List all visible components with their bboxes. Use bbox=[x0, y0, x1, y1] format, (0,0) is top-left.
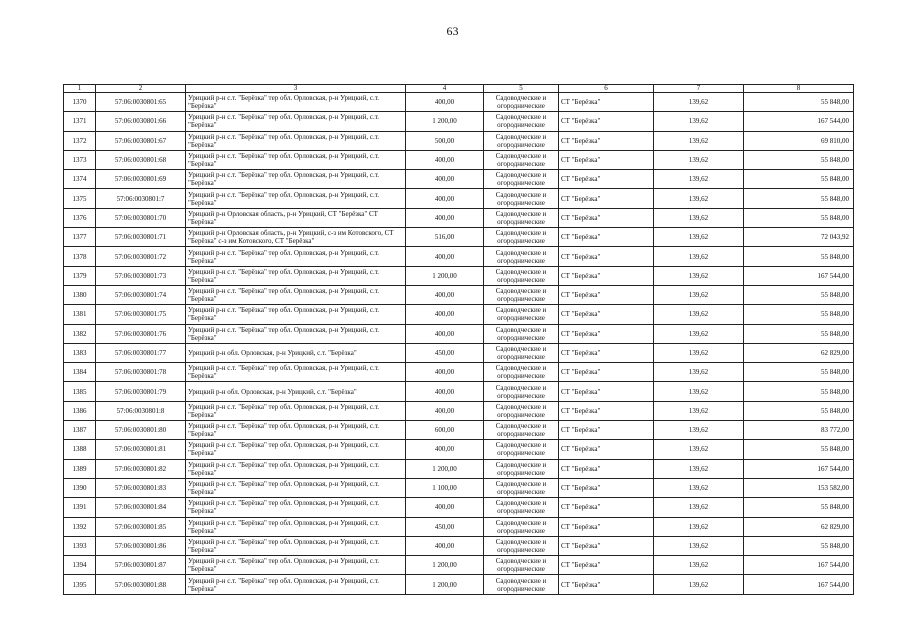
cadastral-value-cell: 55 848,00 bbox=[744, 498, 854, 517]
unit-price-cell: 139,62 bbox=[654, 285, 744, 304]
area-cell: 450,00 bbox=[406, 343, 484, 362]
row-number-cell: 1392 bbox=[64, 517, 96, 536]
table-row bbox=[64, 93, 854, 112]
table-row bbox=[64, 247, 854, 266]
cadastral-value-cell: 153 582,00 bbox=[744, 478, 854, 497]
cadastral-number-cell: 57:06:0030801:78 bbox=[96, 363, 186, 382]
table-row bbox=[64, 459, 854, 478]
row-number-cell: 1372 bbox=[64, 131, 96, 150]
address-cell: Урицкий р-н с.т. "Берёзка" тер обл. Орловская, р-н Урицкий, с.т. "Берёзка" bbox=[186, 324, 406, 343]
address-cell: Урицкий р-н с.т. "Берёзка" тер обл. Орловская, р-н Урицкий, с.т. "Берёзка" bbox=[186, 421, 406, 440]
organization-cell: СТ "Берёзка" bbox=[559, 112, 654, 131]
cadastral-value-cell: 55 848,00 bbox=[744, 324, 854, 343]
cadastral-number-cell: 57:06:0030801:84 bbox=[96, 498, 186, 517]
cadastral-number-cell: 57:06:0030801:87 bbox=[96, 556, 186, 575]
cadastral-number-cell: 57:06:0030801:82 bbox=[96, 459, 186, 478]
organization-cell: СТ "Берёзка" bbox=[559, 498, 654, 517]
row-number-cell: 1383 bbox=[64, 343, 96, 362]
cadastral-value-cell: 55 848,00 bbox=[744, 401, 854, 420]
table-row bbox=[64, 575, 854, 594]
organization-cell: СТ "Берёзка" bbox=[559, 189, 654, 208]
address-cell: Урицкий р-н с.т. "Берёзка" тер обл. Орловская, р-н Урицкий, с.т. "Берёзка" bbox=[186, 498, 406, 517]
organization-cell: СТ "Берёзка" bbox=[559, 285, 654, 304]
cadastral-number-cell: 57:06:0030801:81 bbox=[96, 440, 186, 459]
area-cell: 400,00 bbox=[406, 93, 484, 112]
row-number-cell: 1376 bbox=[64, 208, 96, 227]
unit-price-cell: 139,62 bbox=[654, 459, 744, 478]
cadastral-number-cell: 57:06:0030801:88 bbox=[96, 575, 186, 594]
cadastral-number-cell: 57:06:0030801:66 bbox=[96, 112, 186, 131]
page-number: 63 bbox=[446, 24, 459, 38]
row-number-cell: 1381 bbox=[64, 305, 96, 324]
col-header-4: 4 bbox=[406, 85, 484, 93]
cadastral-value-cell: 55 848,00 bbox=[744, 189, 854, 208]
table-row bbox=[64, 363, 854, 382]
organization-cell: СТ "Берёзка" bbox=[559, 305, 654, 324]
address-cell: Урицкий р-н с.т. "Берёзка" тер обл. Орловская, р-н Урицкий, с.т. "Берёзка" bbox=[186, 266, 406, 285]
land-use-cell: Садоводческие и огороднические bbox=[484, 247, 559, 266]
row-number-cell: 1379 bbox=[64, 266, 96, 285]
address-cell: Урицкий р-н с.т. "Берёзка" тер обл. Орловская, р-н Урицкий, с.т. "Берёзка" bbox=[186, 556, 406, 575]
table-row bbox=[64, 266, 854, 285]
address-cell: Урицкий р-н с.т. "Берёзка" тер обл. Орловская, р-н Урицкий, с.т. "Берёзка" bbox=[186, 112, 406, 131]
address-cell: Урицкий р-н с.т. "Берёзка" тер обл. Орловская, р-н Урицкий, с.т. "Берёзка" bbox=[186, 401, 406, 420]
area-cell: 400,00 bbox=[406, 305, 484, 324]
table-header bbox=[64, 85, 854, 93]
table-row bbox=[64, 382, 854, 401]
address-cell: Урицкий р-н с.т. "Берёзка" тер обл. Орловская, р-н Урицкий, с.т. "Берёзка" bbox=[186, 459, 406, 478]
organization-cell: СТ "Берёзка" bbox=[559, 517, 654, 536]
land-use-cell: Садоводческие и огороднические bbox=[484, 208, 559, 227]
table-row bbox=[64, 150, 854, 169]
table-row bbox=[64, 421, 854, 440]
organization-cell: СТ "Берёзка" bbox=[559, 421, 654, 440]
organization-cell: СТ "Берёзка" bbox=[559, 536, 654, 555]
table-row bbox=[64, 498, 854, 517]
area-cell: 400,00 bbox=[406, 324, 484, 343]
unit-price-cell: 139,62 bbox=[654, 247, 744, 266]
unit-price-cell: 139,62 bbox=[654, 556, 744, 575]
organization-cell: СТ "Берёзка" bbox=[559, 208, 654, 227]
table-row bbox=[64, 343, 854, 362]
organization-cell: СТ "Берёзка" bbox=[559, 324, 654, 343]
unit-price-cell: 139,62 bbox=[654, 131, 744, 150]
organization-cell: СТ "Берёзка" bbox=[559, 131, 654, 150]
cadastral-value-cell: 55 848,00 bbox=[744, 440, 854, 459]
area-cell: 400,00 bbox=[406, 285, 484, 304]
cadastral-value-cell: 69 810,00 bbox=[744, 131, 854, 150]
area-cell: 400,00 bbox=[406, 150, 484, 169]
area-cell: 450,00 bbox=[406, 517, 484, 536]
address-cell: Урицкий р-н с.т. "Берёзка" тер обл. Орловская, р-н Урицкий, с.т. "Берёзка" bbox=[186, 536, 406, 555]
area-cell: 516,00 bbox=[406, 228, 484, 247]
cadastral-value-cell: 72 043,92 bbox=[744, 228, 854, 247]
cadastral-number-cell: 57:06:0030801:83 bbox=[96, 478, 186, 497]
address-cell: Урицкий р-н Орловская область, р-н Урицкий, СТ "Берёзка" СТ "Берёзка" bbox=[186, 208, 406, 227]
cadastral-value-cell: 55 848,00 bbox=[744, 150, 854, 169]
address-cell: Урицкий р-н с.т. "Берёзка" тер обл. Орловская, р-н Урицкий, с.т. "Берёзка" bbox=[186, 440, 406, 459]
cadastral-value-cell: 167 544,00 bbox=[744, 112, 854, 131]
cadastral-number-cell: 57:06:0030801:75 bbox=[96, 305, 186, 324]
organization-cell: СТ "Берёзка" bbox=[559, 93, 654, 112]
unit-price-cell: 139,62 bbox=[654, 93, 744, 112]
cadastral-value-cell: 55 848,00 bbox=[744, 305, 854, 324]
col-header-2: 2 bbox=[96, 85, 186, 93]
table-body bbox=[64, 93, 854, 595]
row-number-cell: 1380 bbox=[64, 285, 96, 304]
land-use-cell: Садоводческие и огороднические bbox=[484, 498, 559, 517]
col-header-3: 3 bbox=[186, 85, 406, 93]
row-number-cell: 1390 bbox=[64, 478, 96, 497]
row-number-cell: 1388 bbox=[64, 440, 96, 459]
row-number-cell: 1374 bbox=[64, 170, 96, 189]
unit-price-cell: 139,62 bbox=[654, 189, 744, 208]
row-number-cell: 1391 bbox=[64, 498, 96, 517]
row-number-cell: 1386 bbox=[64, 401, 96, 420]
organization-cell: СТ "Берёзка" bbox=[559, 478, 654, 497]
cadastral-value-cell: 55 848,00 bbox=[744, 93, 854, 112]
row-number-cell: 1375 bbox=[64, 189, 96, 208]
land-use-cell: Садоводческие и огороднические bbox=[484, 382, 559, 401]
table-row bbox=[64, 440, 854, 459]
cadastral-number-cell: 57:06:0030801:67 bbox=[96, 131, 186, 150]
address-cell: Урицкий р-н с.т. "Берёзка" тер обл. Орловская, р-н Урицкий, с.т. "Берёзка" bbox=[186, 189, 406, 208]
land-use-cell: Садоводческие и огороднические bbox=[484, 170, 559, 189]
row-number-cell: 1384 bbox=[64, 363, 96, 382]
organization-cell: СТ "Берёзка" bbox=[559, 382, 654, 401]
area-cell: 400,00 bbox=[406, 363, 484, 382]
cadastral-value-cell: 55 848,00 bbox=[744, 208, 854, 227]
land-use-cell: Садоводческие и огороднические bbox=[484, 285, 559, 304]
address-cell: Урицкий р-н с.т. "Берёзка" тер обл. Орловская, р-н Урицкий, с.т. "Берёзка" bbox=[186, 517, 406, 536]
area-cell: 1 200,00 bbox=[406, 575, 484, 594]
unit-price-cell: 139,62 bbox=[654, 343, 744, 362]
table-row bbox=[64, 401, 854, 420]
row-number-cell: 1378 bbox=[64, 247, 96, 266]
table-row bbox=[64, 324, 854, 343]
organization-cell: СТ "Берёзка" bbox=[559, 170, 654, 189]
address-cell: Урицкий р-н с.т. "Берёзка" тер обл. Орловская, р-н Урицкий, с.т. "Берёзка" bbox=[186, 247, 406, 266]
table-row bbox=[64, 112, 854, 131]
land-use-cell: Садоводческие и огороднические bbox=[484, 421, 559, 440]
col-header-7: 7 bbox=[654, 85, 744, 93]
unit-price-cell: 139,62 bbox=[654, 208, 744, 227]
row-number-cell: 1395 bbox=[64, 575, 96, 594]
cadastral-number-cell: 57:06:0030801:79 bbox=[96, 382, 186, 401]
address-cell: Урицкий р-н обл. Орловская, р-н Урицкий, с.т. "Берёзка" bbox=[186, 382, 406, 401]
organization-cell: СТ "Берёзка" bbox=[559, 266, 654, 285]
organization-cell: СТ "Берёзка" bbox=[559, 343, 654, 362]
land-use-cell: Садоводческие и огороднические bbox=[484, 556, 559, 575]
land-use-cell: Садоводческие и огороднические bbox=[484, 536, 559, 555]
row-number-cell: 1370 bbox=[64, 93, 96, 112]
land-use-cell: Садоводческие и огороднические bbox=[484, 401, 559, 420]
area-cell: 400,00 bbox=[406, 498, 484, 517]
organization-cell: СТ "Берёзка" bbox=[559, 247, 654, 266]
row-number-cell: 1393 bbox=[64, 536, 96, 555]
cadastral-value-cell: 55 848,00 bbox=[744, 382, 854, 401]
cadastral-number-cell: 57:06:0030801:72 bbox=[96, 247, 186, 266]
land-use-cell: Садоводческие и огороднические bbox=[484, 228, 559, 247]
organization-cell: СТ "Берёзка" bbox=[559, 440, 654, 459]
unit-price-cell: 139,62 bbox=[654, 440, 744, 459]
row-number-cell: 1389 bbox=[64, 459, 96, 478]
cadastral-number-cell: 57:06:0030801:65 bbox=[96, 93, 186, 112]
col-header-6: 6 bbox=[559, 85, 654, 93]
area-cell: 1 200,00 bbox=[406, 459, 484, 478]
land-use-cell: Садоводческие и огороднические bbox=[484, 93, 559, 112]
area-cell: 400,00 bbox=[406, 208, 484, 227]
organization-cell: СТ "Берёзка" bbox=[559, 459, 654, 478]
area-cell: 400,00 bbox=[406, 440, 484, 459]
unit-price-cell: 139,62 bbox=[654, 382, 744, 401]
row-number-cell: 1382 bbox=[64, 324, 96, 343]
cadastral-value-cell: 167 544,00 bbox=[744, 459, 854, 478]
row-number-cell: 1385 bbox=[64, 382, 96, 401]
cadastral-value-cell: 55 848,00 bbox=[744, 285, 854, 304]
unit-price-cell: 139,62 bbox=[654, 478, 744, 497]
table-row bbox=[64, 285, 854, 304]
unit-price-cell: 139,62 bbox=[654, 401, 744, 420]
address-cell: Урицкий р-н обл. Орловская, р-н Урицкий, с.т. "Берёзка" bbox=[186, 343, 406, 362]
area-cell: 500,00 bbox=[406, 131, 484, 150]
table-row bbox=[64, 170, 854, 189]
area-cell: 1 100,00 bbox=[406, 478, 484, 497]
unit-price-cell: 139,62 bbox=[654, 363, 744, 382]
area-cell: 1 200,00 bbox=[406, 266, 484, 285]
row-number-cell: 1373 bbox=[64, 150, 96, 169]
cadastral-number-cell: 57:06:0030801:85 bbox=[96, 517, 186, 536]
unit-price-cell: 139,62 bbox=[654, 517, 744, 536]
table-row bbox=[64, 556, 854, 575]
cadastral-number-cell: 57:06:0030801:74 bbox=[96, 285, 186, 304]
cadastral-value-cell: 55 848,00 bbox=[744, 247, 854, 266]
land-use-cell: Садоводческие и огороднические bbox=[484, 363, 559, 382]
area-cell: 400,00 bbox=[406, 247, 484, 266]
table-row bbox=[64, 208, 854, 227]
col-header-5: 5 bbox=[484, 85, 559, 93]
land-use-cell: Садоводческие и огороднические bbox=[484, 189, 559, 208]
area-cell: 600,00 bbox=[406, 421, 484, 440]
col-header-8: 8 bbox=[744, 85, 854, 93]
land-use-cell: Садоводческие и огороднические bbox=[484, 131, 559, 150]
cadastral-value-cell: 167 544,00 bbox=[744, 556, 854, 575]
area-cell: 1 200,00 bbox=[406, 556, 484, 575]
land-use-cell: Садоводческие и огороднические bbox=[484, 112, 559, 131]
cadastral-number-cell: 57:06:0030801:77 bbox=[96, 343, 186, 362]
cadastral-number-cell: 57:06:0030801:69 bbox=[96, 170, 186, 189]
address-cell: Урицкий р-н с.т. "Берёзка" тер обл. Орловская, р-н Урицкий, с.т. "Берёзка" bbox=[186, 150, 406, 169]
organization-cell: СТ "Берёзка" bbox=[559, 575, 654, 594]
land-use-cell: Садоводческие и огороднические bbox=[484, 324, 559, 343]
address-cell: Урицкий р-н с.т. "Берёзка" тер обл. Орловская, р-н Урицкий, с.т. "Берёзка" bbox=[186, 93, 406, 112]
unit-price-cell: 139,62 bbox=[654, 170, 744, 189]
table-row bbox=[64, 131, 854, 150]
header-row bbox=[64, 85, 854, 93]
cadastral-value-cell: 167 544,00 bbox=[744, 266, 854, 285]
unit-price-cell: 139,62 bbox=[654, 112, 744, 131]
cadastral-number-cell: 57:06:0030801:86 bbox=[96, 536, 186, 555]
table-row bbox=[64, 305, 854, 324]
col-header-1: 1 bbox=[64, 85, 96, 93]
address-cell: Урицкий р-н с.т. "Берёзка" тер обл. Орловская, р-н Урицкий, с.т. "Берёзка" bbox=[186, 305, 406, 324]
table-row bbox=[64, 189, 854, 208]
unit-price-cell: 139,62 bbox=[654, 536, 744, 555]
address-cell: Урицкий р-н с.т. "Берёзка" тер обл. Орловская, р-н Урицкий, с.т. "Берёзка" bbox=[186, 363, 406, 382]
area-cell: 400,00 bbox=[406, 382, 484, 401]
address-cell: Урицкий р-н с.т. "Берёзка" тер обл. Орловская, р-н Урицкий, с.т. "Берёзка" bbox=[186, 285, 406, 304]
land-use-cell: Садоводческие и огороднические bbox=[484, 305, 559, 324]
land-use-cell: Садоводческие и огороднические bbox=[484, 266, 559, 285]
cadastral-value-cell: 55 848,00 bbox=[744, 363, 854, 382]
row-number-cell: 1377 bbox=[64, 228, 96, 247]
row-number-cell: 1394 bbox=[64, 556, 96, 575]
area-cell: 400,00 bbox=[406, 170, 484, 189]
cadastral-number-cell: 57:06:0030801:80 bbox=[96, 421, 186, 440]
land-use-cell: Садоводческие и огороднические bbox=[484, 517, 559, 536]
unit-price-cell: 139,62 bbox=[654, 305, 744, 324]
address-cell: Урицкий р-н с.т. "Берёзка" тер обл. Орловская, р-н Урицкий, с.т. "Берёзка" bbox=[186, 170, 406, 189]
address-cell: Урицкий р-н с.т. "Берёзка" тер обл. Орловская, р-н Урицкий, с.т. "Берёзка" bbox=[186, 478, 406, 497]
unit-price-cell: 139,62 bbox=[654, 228, 744, 247]
table-row bbox=[64, 536, 854, 555]
cadastral-value-cell: 55 848,00 bbox=[744, 536, 854, 555]
cadastral-value-cell: 167 544,00 bbox=[744, 575, 854, 594]
organization-cell: СТ "Берёзка" bbox=[559, 228, 654, 247]
cadastral-value-cell: 55 848,00 bbox=[744, 170, 854, 189]
area-cell: 400,00 bbox=[406, 401, 484, 420]
unit-price-cell: 139,62 bbox=[654, 324, 744, 343]
area-cell: 400,00 bbox=[406, 536, 484, 555]
area-cell: 400,00 bbox=[406, 189, 484, 208]
row-number-cell: 1371 bbox=[64, 112, 96, 131]
land-use-cell: Садоводческие и огороднические bbox=[484, 459, 559, 478]
unit-price-cell: 139,62 bbox=[654, 150, 744, 169]
land-use-cell: Садоводческие и огороднические bbox=[484, 575, 559, 594]
cadastral-number-cell: 57:06:0030801:7 bbox=[96, 189, 186, 208]
cadastral-number-cell: 57:06:0030801:70 bbox=[96, 208, 186, 227]
cadastral-value-cell: 62 829,00 bbox=[744, 343, 854, 362]
unit-price-cell: 139,62 bbox=[654, 498, 744, 517]
cadastral-number-cell: 57:06:0030801:73 bbox=[96, 266, 186, 285]
cadastral-number-cell: 57:06:0030801:76 bbox=[96, 324, 186, 343]
table-row bbox=[64, 478, 854, 497]
table-row bbox=[64, 517, 854, 536]
organization-cell: СТ "Берёзка" bbox=[559, 150, 654, 169]
table-row bbox=[64, 228, 854, 247]
land-use-cell: Садоводческие и огороднические bbox=[484, 343, 559, 362]
cadastral-value-cell: 83 772,00 bbox=[744, 421, 854, 440]
land-use-cell: Садоводческие и огороднические bbox=[484, 150, 559, 169]
row-number-cell: 1387 bbox=[64, 421, 96, 440]
address-cell: Урицкий р-н с.т. "Берёзка" тер обл. Орловская, р-н Урицкий, с.т. "Берёзка" bbox=[186, 575, 406, 594]
land-use-cell: Садоводческие и огороднические bbox=[484, 440, 559, 459]
cadastral-number-cell: 57:06:0030801:8 bbox=[96, 401, 186, 420]
organization-cell: СТ "Берёзка" bbox=[559, 363, 654, 382]
organization-cell: СТ "Берёзка" bbox=[559, 556, 654, 575]
land-use-cell: Садоводческие и огороднические bbox=[484, 478, 559, 497]
unit-price-cell: 139,62 bbox=[654, 575, 744, 594]
cadastral-number-cell: 57:06:0030801:68 bbox=[96, 150, 186, 169]
cadastral-value-cell: 62 829,00 bbox=[744, 517, 854, 536]
land-plots-table bbox=[63, 84, 854, 595]
address-cell: Урицкий р-н Орловская область, р-н Урицкий, с-з им Котовского, СТ "Берёзка" с-з им Котовского, СТ "Берёзка" bbox=[186, 228, 406, 247]
organization-cell: СТ "Берёзка" bbox=[559, 401, 654, 420]
address-cell: Урицкий р-н с.т. "Берёзка" тер обл. Орловская, р-н Урицкий, с.т. "Берёзка" bbox=[186, 131, 406, 150]
area-cell: 1 200,00 bbox=[406, 112, 484, 131]
cadastral-number-cell: 57:06:0030801:71 bbox=[96, 228, 186, 247]
unit-price-cell: 139,62 bbox=[654, 266, 744, 285]
unit-price-cell: 139,62 bbox=[654, 421, 744, 440]
